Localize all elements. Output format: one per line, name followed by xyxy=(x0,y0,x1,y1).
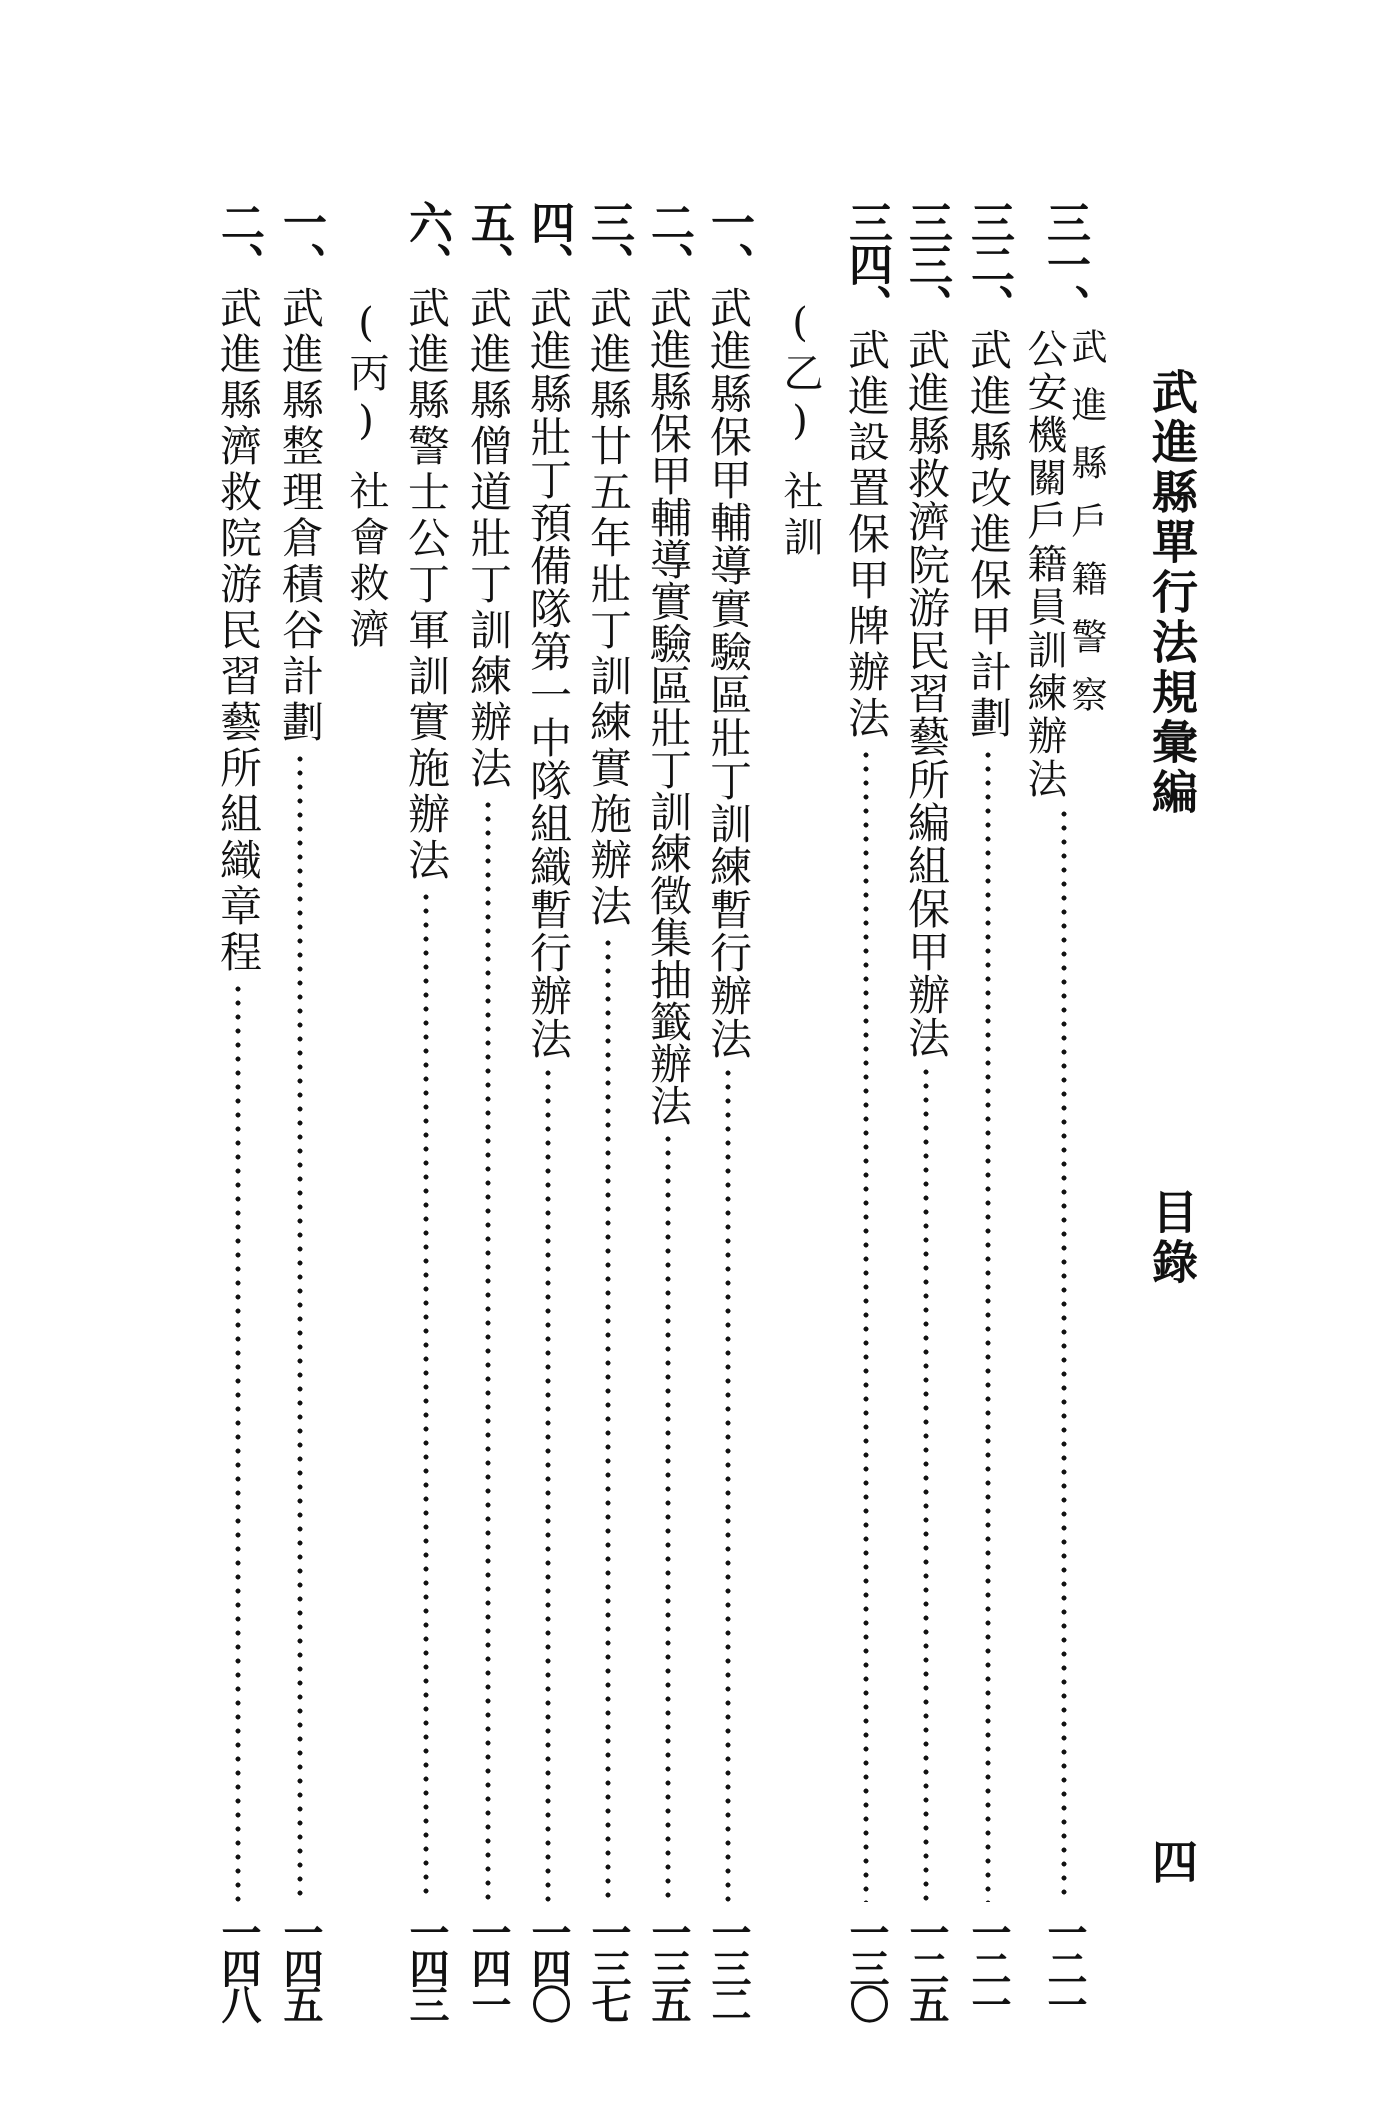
section-marker: (乙) xyxy=(777,300,823,450)
toc-entry[interactable] xyxy=(460,200,516,2020)
leader-dots xyxy=(484,798,492,1902)
section-heading-c xyxy=(338,300,394,654)
toc-entry[interactable] xyxy=(838,200,894,2020)
book-title: 武進縣單行法規彙編 xyxy=(1145,368,1199,818)
entry-number: 三、 xyxy=(583,200,634,284)
leader-dots xyxy=(922,1065,930,1902)
toc-entry[interactable] xyxy=(700,200,756,2020)
entry-number: 三四、 xyxy=(841,200,892,326)
running-header xyxy=(1142,360,1202,1920)
toc-entry[interactable] xyxy=(580,200,636,2020)
entry-page: 一三五 xyxy=(645,1912,692,2020)
leader-dots xyxy=(234,982,242,1902)
leader-dots xyxy=(1060,807,1068,1902)
entry-number: 一、 xyxy=(703,200,754,284)
entry-page: 一三〇 xyxy=(843,1912,890,2020)
entry-page: 一四八 xyxy=(215,1912,262,2020)
entry-number: 六、 xyxy=(401,200,452,284)
entry-page: 一四三 xyxy=(403,1912,450,2020)
entry-title-line-1: 武進縣戶籍警察 xyxy=(1066,328,1107,734)
leader-dots xyxy=(984,748,992,1902)
entry-page: 一三七 xyxy=(585,1912,632,2020)
entry-page: 一四五 xyxy=(277,1912,324,2020)
toc-entry[interactable] xyxy=(640,200,696,2020)
leader-dots xyxy=(296,752,304,1902)
toc-entry[interactable] xyxy=(398,200,454,2020)
section-name: 社會救濟 xyxy=(343,470,389,654)
leader-dots xyxy=(422,890,430,1902)
toc-entry[interactable] xyxy=(520,200,576,2020)
entry-title: 武進縣壯丁預備隊第一中隊組織暫行辦法 xyxy=(524,286,573,1060)
leader-dots xyxy=(862,748,870,1902)
entry-title: 武進縣廿五年壯丁訓練實施辦法 xyxy=(584,286,633,930)
toc-entry[interactable] xyxy=(272,200,328,2020)
section-heading-b xyxy=(772,300,828,562)
entry-page: 一四一 xyxy=(465,1912,512,2020)
toc-entry[interactable] xyxy=(960,200,1016,2020)
entry-title: 武進縣救濟院游民習藝所編組保甲辦法 xyxy=(902,328,951,1059)
entry-page: 一二一 xyxy=(1041,1912,1088,2020)
toc-entry[interactable] xyxy=(210,200,266,2020)
entry-number: 三三、 xyxy=(901,200,952,326)
toc-entry[interactable] xyxy=(1021,200,1107,2020)
entry-title-line-2: 公安機關戶籍員訓練辦法 xyxy=(1021,328,1067,801)
entry-page: 一三二 xyxy=(705,1912,752,2020)
entry-title: 武進縣整理倉積谷計劃 xyxy=(276,286,325,746)
entry-number: 一、 xyxy=(275,200,326,284)
entry-title: 武進縣濟救院游民習藝所組織章程 xyxy=(214,286,263,976)
entry-title: 武進縣警士公丁軍訓實施辦法 xyxy=(402,286,451,884)
leader-dots xyxy=(544,1066,552,1902)
section-name: 社訓 xyxy=(777,470,823,562)
section-label: 目錄 xyxy=(1145,1188,1199,1288)
entry-number: 二、 xyxy=(643,200,694,284)
leader-dots xyxy=(724,1066,732,1902)
entry-page: 一四〇 xyxy=(525,1912,572,2020)
entry-title: 武進設置保甲牌辦法 xyxy=(842,328,891,742)
entry-number: 二、 xyxy=(213,200,264,284)
entry-page: 一二五 xyxy=(903,1912,950,2020)
entry-page: 一二一 xyxy=(965,1912,1012,2020)
entry-title: 武進縣僧道壯丁訓練辦法 xyxy=(464,286,513,792)
page-number: 四 xyxy=(1145,1838,1199,1888)
entry-title: 武進縣改進保甲計劃 xyxy=(964,328,1013,742)
section-marker: (丙) xyxy=(343,300,389,450)
entry-title: 武進縣保甲輔導實驗區壯丁訓練暫行辦法 xyxy=(704,286,753,1060)
leader-dots xyxy=(604,936,612,1902)
entry-number: 四、 xyxy=(523,200,574,284)
entry-number: 三一、 xyxy=(1039,200,1090,326)
entry-number: 三二、 xyxy=(963,200,1014,326)
entry-title: 武進縣保甲輔導實驗區壯丁訓練徵集抽籤辦法 xyxy=(644,286,693,1126)
toc-entry[interactable] xyxy=(898,200,954,2020)
leader-dots xyxy=(664,1132,672,1902)
entry-number: 五、 xyxy=(463,200,514,284)
